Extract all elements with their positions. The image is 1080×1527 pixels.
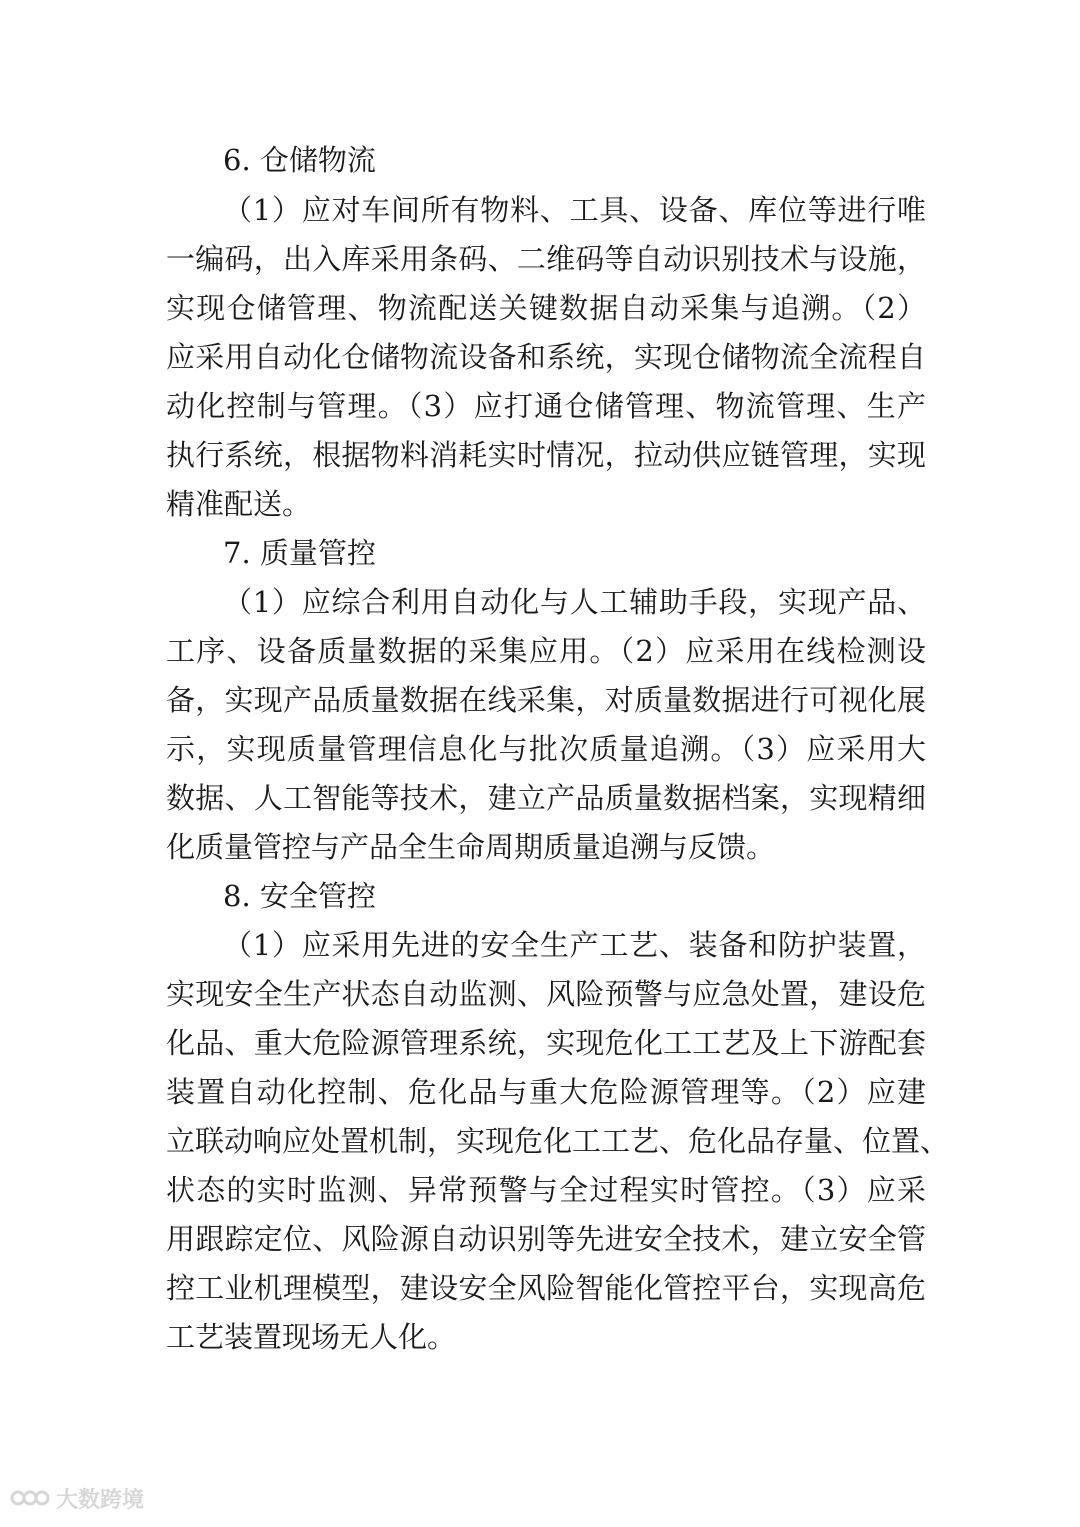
paragraph-line: 数据、人工智能等技术，建立产品质量数据档案，实现精细: [166, 781, 926, 815]
paragraph-line: 化品、重大危险源管理系统，实现危化工工艺及上下游配套: [166, 1026, 926, 1060]
paragraph-line: 工艺装置现场无人化。: [166, 1320, 457, 1354]
logo-mark-icon: [10, 1485, 50, 1511]
paragraph-line: 备，实现产品质量数据在线采集，对质量数据进行可视化展: [166, 683, 926, 717]
paragraph-line: 用跟踪定位、风险源自动识别等先进安全技术，建立安全管: [166, 1222, 926, 1256]
paragraph-line: （1）应采用先进的安全生产工艺、装备和防护装置，: [223, 928, 926, 962]
paragraph-line: 状态的实时监测、异常预警与全过程实时管控。（3）应采: [166, 1173, 926, 1207]
paragraph-line: 一编码，出入库采用条码、二维码等自动识别技术与设施，: [166, 242, 926, 276]
paragraph-line: 精准配送。: [166, 487, 312, 521]
paragraph-line: （1）应对车间所有物料、工具、设备、库位等进行唯: [223, 193, 926, 227]
section-heading-warehouse-logistics: 6. 仓储物流: [223, 143, 376, 177]
paragraph-line: （1）应综合利用自动化与人工辅助手段，实现产品、: [223, 585, 926, 619]
paragraph-line: 工序、设备质量数据的采集应用。（2）应采用在线检测设: [166, 634, 926, 668]
paragraph-line: 示，实现质量管理信息化与批次质量追溯。（3）应采用大: [166, 732, 926, 766]
paragraph-line: 执行系统，根据物料消耗实时情况，拉动供应链管理，实现: [166, 438, 926, 472]
watermark-text: 大数跨境: [56, 1487, 145, 1513]
paragraph-line: 动化控制与管理。（3）应打通仓储管理、物流管理、生产: [166, 389, 926, 423]
paragraph-line: 实现安全生产状态自动监测、风险预警与应急处置，建设危: [166, 977, 926, 1011]
paragraph-line: 立联动响应处置机制，实现危化工工艺、危化品存量、位置、: [166, 1124, 950, 1158]
section-heading-safety-control: 8. 安全管控: [223, 879, 376, 913]
paragraph-line: 应采用自动化仓储物流设备和系统，实现仓储物流全流程自: [166, 340, 926, 374]
paragraph-line: 实现仓储管理、物流配送关键数据自动采集与追溯。（2）: [166, 291, 926, 325]
section-heading-quality-control: 7. 质量管控: [223, 536, 376, 570]
watermark: [10, 1480, 144, 1516]
paragraph-line: 装置自动化控制、危化品与重大危险源管理等。（2）应建: [166, 1075, 926, 1109]
paragraph-line: 化质量管控与产品全生命周期质量追溯与反馈。: [166, 830, 776, 864]
paragraph-line: 控工业机理模型，建设安全风险智能化管控平台，实现高危: [166, 1271, 926, 1305]
